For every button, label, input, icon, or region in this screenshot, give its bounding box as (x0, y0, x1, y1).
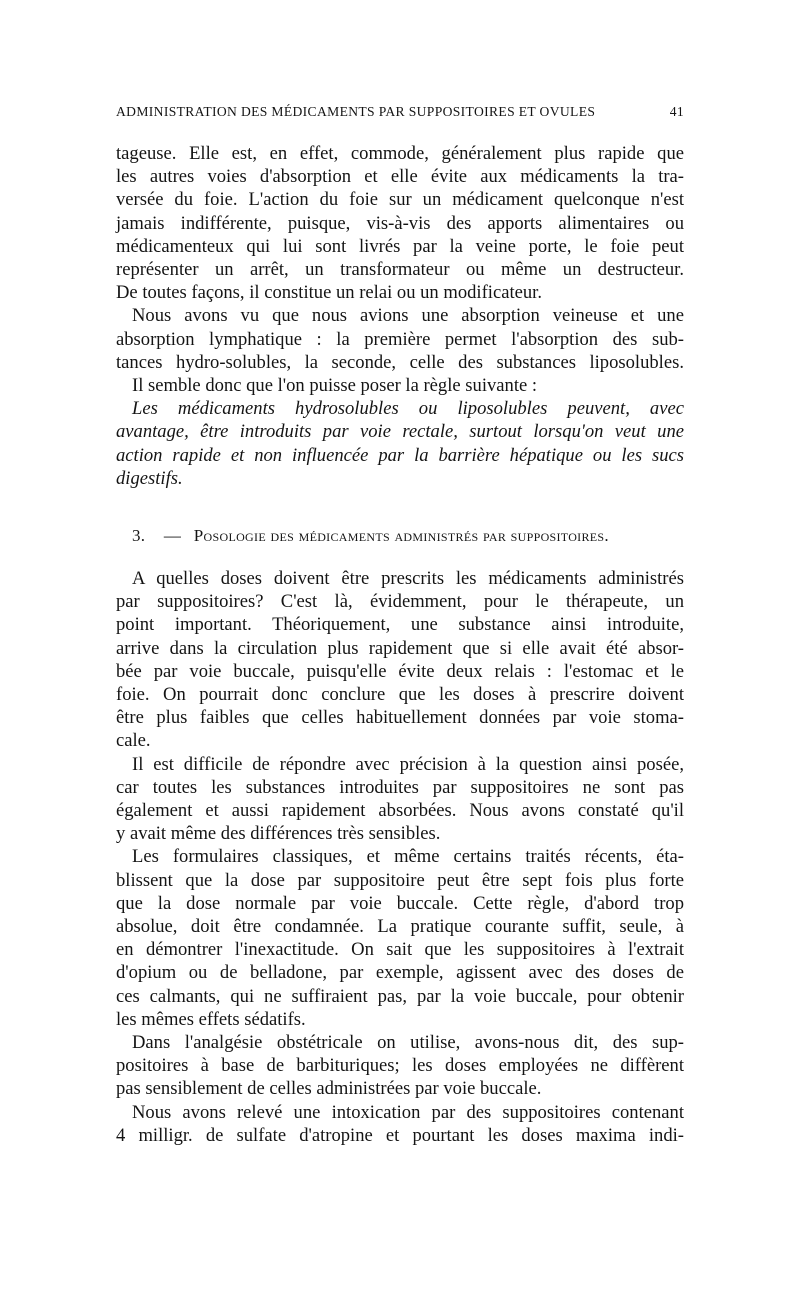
running-header (116, 104, 684, 120)
text-line: bée par voie buccale, puisqu'elle évite deux relais : l'estomac et le (116, 660, 684, 682)
section-heading (132, 526, 692, 546)
text-line: 4 milligr. de sulfate d'atropine et pourtant les doses maxima indi- (116, 1124, 684, 1146)
section-number: 3. (132, 526, 146, 545)
running-title: ADMINISTRATION DES MÉDICAMENTS PAR SUPPOSITOIRES ET OVULES (116, 104, 596, 119)
text-line: Dans l'analgésie obstétricale on utilise, avons-nous dit, des sup- (132, 1032, 684, 1054)
rule-line: action rapide et non influencée par la barrière hépatique ou les sucs (116, 444, 684, 466)
text-line: Les formulaires classiques, et même certains traités récents, éta- (132, 846, 684, 868)
text-line: car toutes les substances introduites par suppositoires ne sont pas (116, 776, 684, 798)
text-line: positoires à base de barbituriques; les doses employées ne diffèrent (116, 1055, 684, 1077)
section-title: Posologie des médicaments administrés par suppositoires. (193, 526, 609, 545)
text-line: Nous avons relevé une intoxication par des suppositoires contenant (132, 1101, 684, 1123)
text-line: foie. On pourrait donc conclure que les doses à prescrire doivent (116, 684, 684, 706)
text-line: versée du foie. L'action du foie sur un médicament quelconque n'est (116, 189, 684, 211)
text-line: y avait même des différences très sensibles. (116, 823, 441, 845)
text-line: les mêmes effets sédatifs. (116, 1008, 306, 1030)
text-line: pas sensiblement de celles administrées par voie buccale. (116, 1078, 542, 1100)
text-line: représenter un arrêt, un transformateur ou même un destructeur. (116, 259, 684, 281)
text-line: d'opium ou de belladone, par exemple, agissent avec des doses de (116, 962, 684, 984)
text-line: absorption lymphatique : la première permet l'absorption des sub- (116, 328, 684, 350)
text-line: point important. Théoriquement, une substance ainsi introduite, (116, 614, 684, 636)
paragraph-block-1 (116, 142, 684, 490)
text-line: arrive dans la circulation plus rapidement que si elle avait été absor- (116, 637, 684, 659)
text-line: A quelles doses doivent être prescrits les médicaments administrés (132, 568, 684, 589)
text-line: médicamenteux qui lui sont livrés par la veine porte, le foie peut (116, 235, 684, 257)
text-line: De toutes façons, il constitue un relai ou un modificateur. (116, 282, 542, 304)
text-line: également et aussi rapidement absorbées. Nous avons constaté qu'il (116, 800, 684, 822)
text-line: être plus faibles que celles habituellement données par voie stoma- (116, 707, 684, 729)
text-line: tageuse. Elle est, en effet, commode, généralement plus rapide que (116, 143, 684, 164)
rule-line: Les médicaments hydrosolubles ou liposolubles peuvent, avec (132, 398, 684, 420)
rule-line: avantage, être introduits par voie rectale, surtout lorsqu'on veut une (116, 421, 684, 443)
text-line: absolue, doit être condamnée. La pratique courante suffit, seule, à (116, 916, 684, 938)
text-line: par suppositoires? C'est là, évidemment, pour le thérapeute, un (116, 591, 684, 613)
text-line: que la dose normale par voie buccale. Cette règle, d'abord trop (116, 892, 684, 914)
text-line: tances hydro-solubles, la seconde, celle des substances liposolubles. (116, 351, 684, 373)
text-line: ces calmants, qui ne suffiraient pas, par la voie buccale, pour obtenir (116, 985, 684, 1007)
rule-line: digestifs. (116, 467, 183, 489)
text-line: Il semble donc que l'on puisse poser la règle suivante : (132, 375, 538, 397)
text-line: Nous avons vu que nous avions une absorption veineuse et une (132, 305, 684, 327)
page-number: 41 (669, 104, 684, 119)
text-line: en démontrer l'inexactitude. On sait que les suppositoires à l'extrait (116, 939, 684, 961)
text-line: jamais indifférente, puisque, vis-à-vis des apports alimentaires ou (116, 212, 684, 234)
text-line: blissent que la dose par suppositoire peut être sept fois plus forte (116, 869, 684, 891)
text-line: cale. (116, 730, 151, 752)
text-line: les autres voies d'absorption et elle évite aux médicaments la tra- (116, 166, 684, 188)
paragraph-block-2 (116, 567, 684, 1147)
text-line: Il est difficile de répondre avec précision à la question ainsi posée, (132, 753, 684, 775)
section-dash: — (163, 526, 182, 545)
